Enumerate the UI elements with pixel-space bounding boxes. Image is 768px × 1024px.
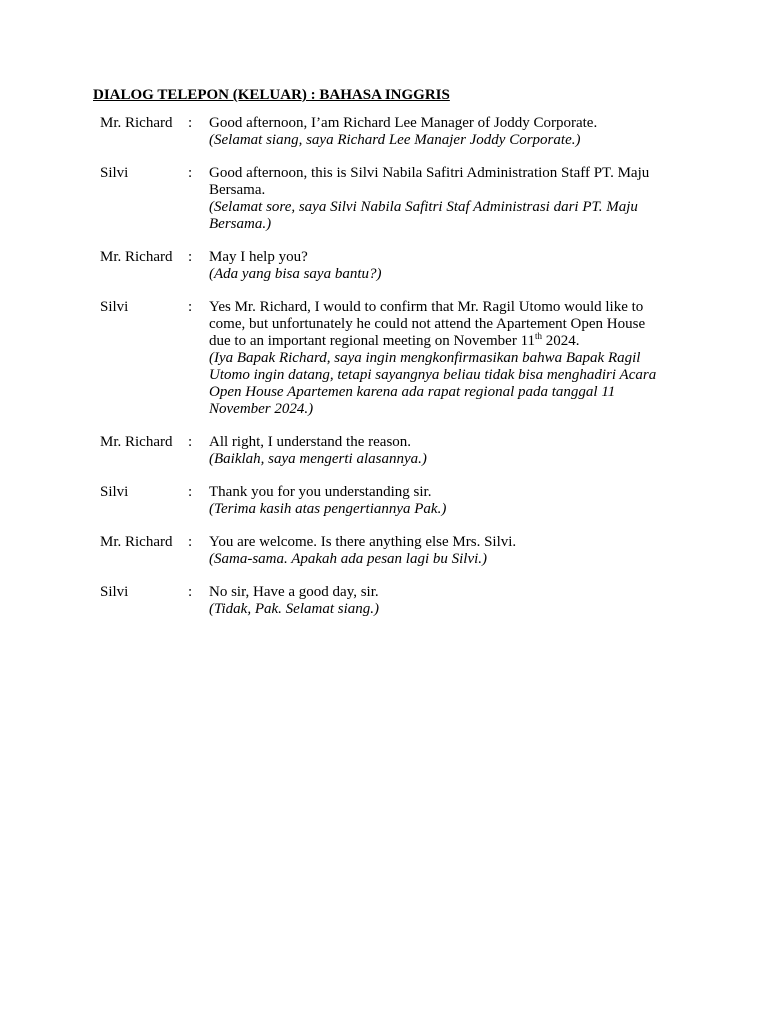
english-line: Good afternoon, this is Silvi Nabila Safitri Administration Staff PT. Maju Bersama. (209, 165, 650, 198)
dialog-lines (209, 434, 669, 468)
translation-line: (Selamat siang, saya Richard Lee Manajer Joddy Corporate.) (209, 132, 581, 148)
translation-line: (Selamat sore, saya Silvi Nabila Safitri Staf Administrasi dari PT. Maju Bersama.) (209, 199, 638, 232)
dialog-lines (209, 534, 669, 568)
dialog-lines (209, 584, 669, 618)
dialog-lines (209, 484, 669, 518)
translation-line: (Iya Bapak Richard, saya ingin mengkonfirmasikan bahwa Bapak Ragil Utomo ingin datang, tetapi sayangnya beliau tidak bisa menghadiri Acara Open House Apartemen karena ada rapat regional pada tanggal 11 November 2024.) (209, 350, 657, 417)
speaker-separator: : (188, 484, 193, 500)
speaker-name: Mr. Richard (100, 534, 173, 550)
translation-line: (Terima kasih atas pengertiannya Pak.) (209, 501, 447, 517)
dialog-lines (209, 165, 669, 233)
english-line: You are welcome. Is there anything else Mrs. Silvi. (209, 534, 517, 550)
dialog-entry (100, 115, 680, 149)
speaker-separator: : (188, 249, 193, 265)
english-line (209, 299, 669, 350)
english-line: May I help you? (209, 249, 308, 265)
dialog-entry (100, 249, 680, 283)
translation-line: (Tidak, Pak. Selamat siang.) (209, 601, 379, 617)
english-line: Good afternoon, I’am Richard Lee Manager of Joddy Corporate. (209, 115, 598, 131)
dialog-lines (209, 249, 669, 283)
speaker-separator: : (188, 299, 193, 315)
translation-line: (Ada yang bisa saya bantu?) (209, 266, 382, 282)
speaker-separator: : (188, 115, 193, 131)
speaker-name: Mr. Richard (100, 115, 173, 131)
speaker-name: Mr. Richard (100, 434, 173, 450)
ordinal-suffix: th (535, 331, 543, 341)
speaker-name: Mr. Richard (100, 249, 173, 265)
dialog-entry (100, 165, 680, 233)
english-line-year: 2024. (542, 333, 580, 349)
dialog-entry (100, 584, 680, 618)
dialog-entry (100, 484, 680, 518)
english-line: Thank you for you understanding sir. (209, 484, 432, 500)
speaker-separator: : (188, 584, 193, 600)
dialog-lines (209, 299, 669, 418)
speaker-name: Silvi (100, 484, 129, 500)
dialog-entry (100, 434, 680, 468)
speaker-separator: : (188, 534, 193, 550)
english-line-text: Yes Mr. Richard, I would to confirm that Mr. Ragil Utomo would like to come, but unfortunately he could not attend the Apartement Open House due to an important regional meeting on November 11 (209, 299, 646, 349)
dialog-entry (100, 534, 680, 568)
translation-line: (Baiklah, saya mengerti alasannya.) (209, 451, 427, 467)
dialog-lines (209, 115, 669, 149)
dialog-entry (100, 299, 680, 418)
speaker-name: Silvi (100, 584, 129, 600)
document-title: DIALOG TELEPON (KELUAR) : BAHASA INGGRIS (93, 87, 450, 103)
translation-line: (Sama-sama. Apakah ada pesan lagi bu Silvi.) (209, 551, 488, 567)
english-line: All right, I understand the reason. (209, 434, 412, 450)
english-line: No sir, Have a good day, sir. (209, 584, 379, 600)
speaker-name: Silvi (100, 299, 129, 315)
speaker-separator: : (188, 165, 193, 181)
speaker-separator: : (188, 434, 193, 450)
dialog-list (100, 115, 680, 634)
speaker-name: Silvi (100, 165, 129, 181)
